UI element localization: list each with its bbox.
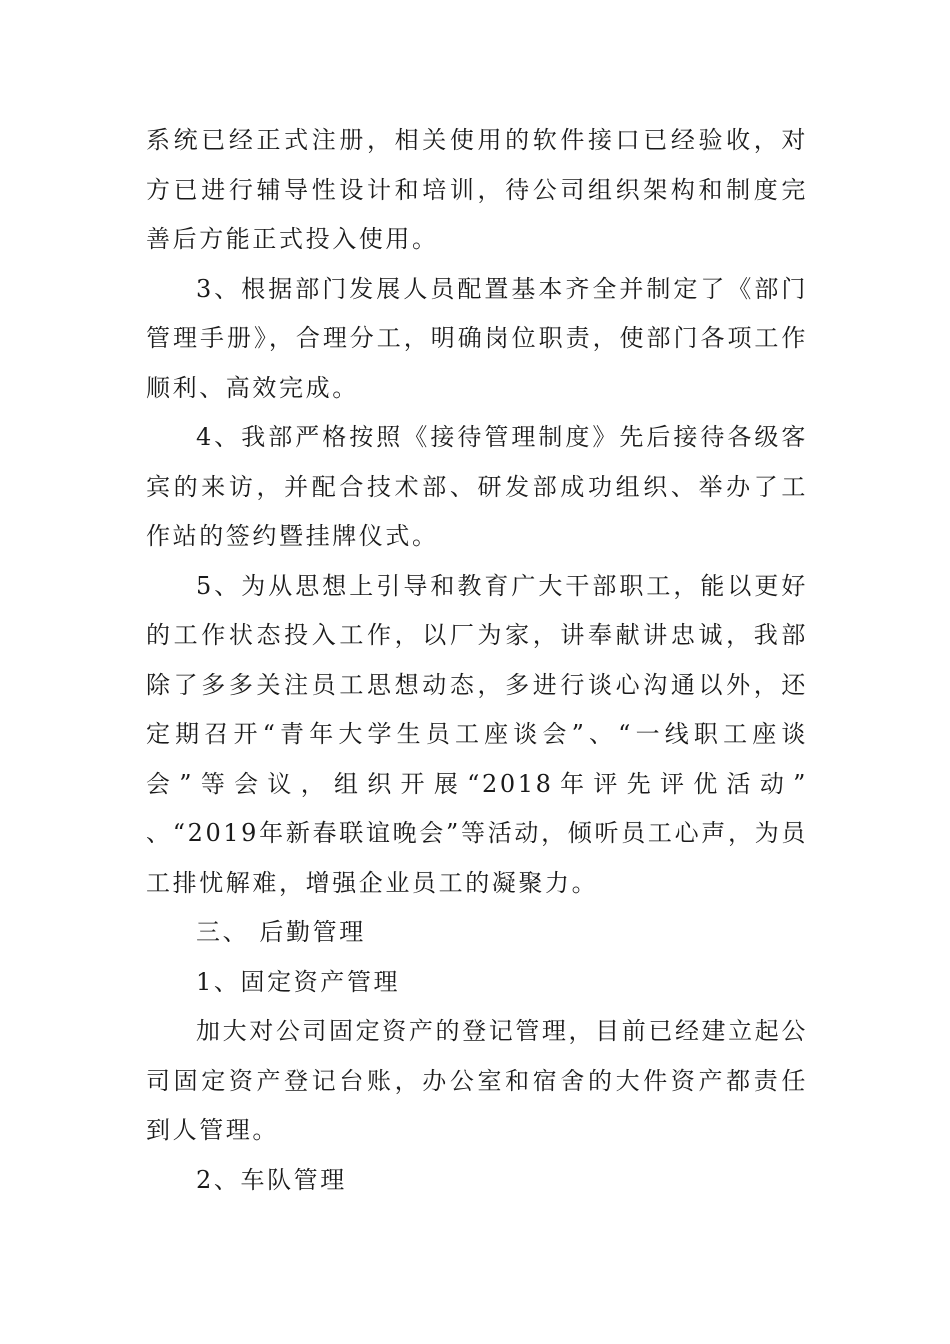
subheading-fleet-management: 2、车队管理 bbox=[196, 1165, 347, 1194]
paragraph-fixed-assets: 加大对公司固定资产的登记管理，目前已经建立起公司固定资产登记台账，办公室和宿舍的大件资产都责任到人管理。 bbox=[146, 1017, 808, 1144]
paragraph-item-5: 5、为从思想上引导和教育广大干部职工，能以更好的工作状态投入工作，以厂为家，讲奉献讲忠诚，我部除了多多关注员工思想动态，多进行谈心沟通以外，还定期召开“青年大学生员工座谈会”、“一线职工座谈会”等会议，组织开展“2018年评先评优活动” 、“2019年新春联谊晚会”等活动，倾听员工心声，为员工排忧解难，增强企业员工的凝聚力。 bbox=[146, 571, 808, 897]
paragraph-item-3: 3、根据部门发展人员配置基本齐全并制定了《部门管理手册》，合理分工，明确岗位职责，使部门各项工作顺利、高效完成。 bbox=[146, 274, 808, 402]
subheading-fixed-assets: 1、固定资产管理 bbox=[196, 967, 401, 996]
paragraph-continuation: 系统已经正式注册，相关使用的软件接口已经验收，对方已进行辅导性设计和培训，待公司组织架构和制度完善后方能正式投入使用。 bbox=[146, 126, 808, 253]
section-heading-logistics: 三、 后勤管理 bbox=[196, 918, 366, 946]
document-body bbox=[146, 116, 808, 1205]
paragraph-item-4: 4、我部严格按照《接待管理制度》先后接待各级客宾的来访，并配合技术部、研发部成功组织、举办了工作站的签约暨挂牌仪式。 bbox=[146, 423, 808, 550]
